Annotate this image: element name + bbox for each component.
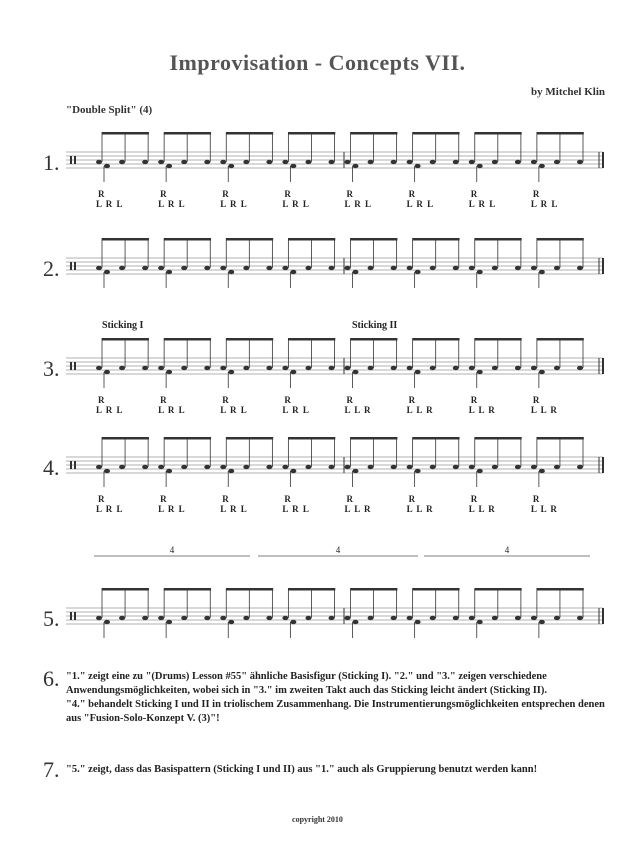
note-head — [407, 266, 413, 270]
sticking-hands: L R L — [158, 405, 186, 415]
note-beam — [164, 132, 211, 135]
sticking-right: R — [346, 395, 353, 405]
note-head — [515, 616, 521, 620]
note-head — [469, 160, 475, 164]
note-head — [96, 616, 102, 620]
note-head — [453, 160, 459, 164]
note-head — [430, 465, 436, 469]
percussion-clef — [74, 612, 76, 620]
note-head — [391, 465, 397, 469]
note-head — [181, 266, 187, 270]
sticking-right: R — [346, 494, 353, 504]
lower-note-head — [228, 620, 234, 624]
sticking-right: R — [532, 494, 540, 504]
sticking-hands: L R L — [220, 199, 248, 209]
sticking-right: R — [160, 189, 167, 199]
lower-note-head — [415, 370, 421, 374]
note-head — [531, 160, 537, 164]
percussion-clef — [70, 262, 72, 270]
note-head — [554, 266, 560, 270]
note-beam — [288, 588, 335, 591]
note-head — [220, 616, 226, 620]
note-head — [368, 366, 374, 370]
lower-note-head — [539, 370, 545, 374]
sticking-right: R — [408, 395, 416, 405]
note-head — [204, 366, 210, 370]
note-head — [142, 616, 148, 620]
note-head — [243, 160, 249, 164]
note-beam — [102, 132, 149, 135]
note-beam — [351, 588, 398, 591]
note-head — [158, 160, 164, 164]
note-head — [469, 465, 475, 469]
lower-note-head — [415, 164, 421, 168]
note-head — [266, 465, 272, 469]
note-beam — [475, 338, 522, 341]
sticking-right: R — [160, 395, 167, 405]
sticking-hands: L L R — [468, 405, 496, 415]
note-head — [577, 616, 583, 620]
sticking-hands: L L R — [530, 405, 558, 415]
note-head — [554, 616, 560, 620]
note-head — [305, 465, 311, 469]
sticking-right: R — [284, 494, 291, 504]
note-head — [515, 465, 521, 469]
note-beam — [226, 132, 273, 135]
note-head — [142, 366, 148, 370]
note-head — [266, 266, 272, 270]
note-beam — [413, 338, 460, 341]
lower-note-head — [290, 620, 296, 624]
lower-note-head — [166, 164, 172, 168]
note-head — [282, 160, 288, 164]
note-head — [430, 266, 436, 270]
lower-note-head — [539, 270, 545, 274]
note-head — [282, 266, 288, 270]
note-beam — [475, 588, 522, 591]
note-head — [329, 366, 335, 370]
note-head — [453, 465, 459, 469]
note-head — [531, 366, 537, 370]
note-beam — [475, 132, 522, 135]
note-head — [181, 465, 187, 469]
note-head — [345, 616, 351, 620]
note-head — [407, 616, 413, 620]
sticking-hands: L L R — [344, 504, 372, 514]
note-beam — [413, 588, 460, 591]
sticking-hands: L R L — [96, 199, 124, 209]
note-head — [430, 160, 436, 164]
sticking-hands: L R L — [220, 504, 248, 514]
note-head — [204, 616, 210, 620]
lower-note-head — [104, 469, 110, 473]
note-beam — [537, 437, 584, 440]
note-head — [119, 160, 125, 164]
sticking-right: R — [532, 189, 540, 199]
note-beam — [102, 437, 149, 440]
lower-note-head — [166, 469, 172, 473]
percussion-clef — [70, 362, 72, 370]
note-head — [492, 366, 498, 370]
note-head — [96, 465, 102, 469]
note-head — [531, 616, 537, 620]
note-head — [469, 616, 475, 620]
lower-note-head — [290, 469, 296, 473]
note-head — [220, 366, 226, 370]
note-head — [368, 160, 374, 164]
sticking-hands: L L R — [530, 504, 558, 514]
note-head — [391, 160, 397, 164]
note-head — [282, 465, 288, 469]
note-head — [391, 266, 397, 270]
percussion-clef — [74, 461, 76, 469]
sticking-right: R — [408, 494, 416, 504]
lower-note-head — [353, 270, 359, 274]
sticking-right: R — [470, 494, 478, 504]
note-beam — [164, 437, 211, 440]
note-head — [492, 465, 498, 469]
note-beam — [226, 437, 273, 440]
note-head — [531, 266, 537, 270]
note-head — [96, 160, 102, 164]
explanation-note-6: "1." zeigt eine zu "(Drums) Lesson #55" ähnliche Basisfigur (Sticking I). "2." und "3." zeigen verschiedene Anwendungsmöglichkeiten, wobei sich in "3." im zweiten Takt auch das Sticking leicht ändert (Sticking II). "4." behandelt Sticking I und II in triolischem Zusammenhang. Die Instrumentierungsmöglichkeiten entsprechen denen aus "Fusion-Solo-Konzept V. (3)"! — [66, 671, 605, 724]
lower-note-head — [228, 164, 234, 168]
note-beam — [288, 338, 335, 341]
note-head — [181, 616, 187, 620]
lower-note-head — [104, 270, 110, 274]
lower-note-head — [104, 620, 110, 624]
lower-note-head — [539, 620, 545, 624]
note-head — [492, 616, 498, 620]
sticking-right: R — [408, 189, 416, 199]
note-head — [469, 366, 475, 370]
note-head — [391, 366, 397, 370]
note-beam — [226, 338, 273, 341]
note-head — [181, 366, 187, 370]
note-head — [266, 366, 272, 370]
lower-note-head — [290, 370, 296, 374]
lower-note-head — [104, 164, 110, 168]
note-head — [453, 366, 459, 370]
note-head — [453, 266, 459, 270]
percussion-clef — [74, 262, 76, 270]
note-head — [305, 616, 311, 620]
lower-note-head — [477, 469, 483, 473]
note-head — [204, 465, 210, 469]
percussion-clef — [70, 156, 72, 164]
sticking-hands: L R L — [468, 199, 497, 209]
row-number-4: 4. — [43, 455, 60, 480]
note-head — [515, 266, 521, 270]
sticking-right: R — [532, 395, 540, 405]
note-head — [368, 616, 374, 620]
note-head — [305, 160, 311, 164]
note-head — [577, 465, 583, 469]
note-head — [407, 465, 413, 469]
note-head — [554, 160, 560, 164]
sticking-hands: L R L — [158, 199, 186, 209]
note-beam — [413, 132, 460, 135]
lower-note-head — [477, 620, 483, 624]
row-number-1: 1. — [43, 150, 60, 175]
note-number-7: 7. — [43, 757, 60, 782]
note-head — [220, 465, 226, 469]
note-beam — [351, 437, 398, 440]
note-head — [119, 366, 125, 370]
note-head — [554, 465, 560, 469]
lower-note-head — [539, 469, 545, 473]
lower-note-head — [228, 370, 234, 374]
lower-note-head — [539, 164, 545, 168]
percussion-clef — [74, 156, 76, 164]
lower-note-head — [477, 370, 483, 374]
note-head — [453, 616, 459, 620]
lower-note-head — [290, 164, 296, 168]
sticking-right: R — [222, 189, 229, 199]
note-head — [391, 616, 397, 620]
note-head — [407, 366, 413, 370]
sticking-hands: L L R — [406, 504, 434, 514]
note-head — [96, 266, 102, 270]
sticking-right: R — [98, 494, 105, 504]
sticking-i-label: Sticking I — [102, 320, 144, 331]
sticking-right: R — [346, 189, 353, 199]
sticking-hands: L R L — [220, 405, 248, 415]
note-head — [430, 616, 436, 620]
lower-note-head — [166, 370, 172, 374]
note-beam — [537, 338, 584, 341]
note-beam — [351, 338, 398, 341]
note-head — [158, 616, 164, 620]
note-head — [329, 266, 335, 270]
note-head — [204, 160, 210, 164]
note-beam — [164, 238, 211, 241]
note-head — [345, 465, 351, 469]
sticking-right: R — [222, 395, 229, 405]
lower-note-head — [353, 370, 359, 374]
note-head — [430, 366, 436, 370]
note-head — [220, 160, 226, 164]
sticking-hands: L R L — [282, 504, 310, 514]
note-beam — [102, 238, 149, 241]
note-head — [142, 160, 148, 164]
lower-note-head — [353, 469, 359, 473]
note-head — [119, 465, 125, 469]
sticking-ii-label: Sticking II — [352, 320, 398, 331]
note-head — [181, 160, 187, 164]
note-head — [345, 160, 351, 164]
note-head — [515, 160, 521, 164]
sticking-right: R — [284, 189, 291, 199]
note-beam — [102, 338, 149, 341]
note-head — [345, 366, 351, 370]
note-head — [515, 366, 521, 370]
lower-note-head — [415, 270, 421, 274]
note-head — [204, 266, 210, 270]
note-head — [368, 465, 374, 469]
sticking-hands: L L R — [344, 405, 372, 415]
lower-note-head — [166, 620, 172, 624]
sticking-right: R — [470, 395, 478, 405]
lower-note-head — [353, 164, 359, 168]
lower-note-head — [228, 270, 234, 274]
note-head — [329, 465, 335, 469]
grouping-number: 4 — [504, 545, 510, 555]
sticking-hands: L R L — [282, 405, 310, 415]
note-beam — [413, 437, 460, 440]
note-head — [266, 160, 272, 164]
sticking-hands: L R L — [282, 199, 310, 209]
lower-note-head — [104, 370, 110, 374]
note-beam — [475, 437, 522, 440]
note-head — [305, 266, 311, 270]
note-head — [577, 266, 583, 270]
sticking-hands: L R L — [406, 199, 435, 209]
author-credit: by Mitchel Klin — [531, 86, 605, 98]
note-beam — [351, 132, 398, 135]
sticking-right: R — [284, 395, 291, 405]
percussion-clef — [70, 461, 72, 469]
page-title: Improvisation - Concepts VII. — [169, 50, 466, 75]
exercise-subtitle: "Double Split" (4) — [66, 104, 153, 116]
copyright-notice: copyright 2010 — [292, 815, 343, 824]
note-head — [220, 266, 226, 270]
note-head — [243, 465, 249, 469]
note-head — [119, 266, 125, 270]
note-beam — [413, 238, 460, 241]
note-beam — [288, 437, 335, 440]
sticking-hands: L L R — [406, 405, 434, 415]
note-beam — [537, 588, 584, 591]
note-head — [554, 366, 560, 370]
lower-note-head — [353, 620, 359, 624]
sticking-hands: L R L — [158, 504, 186, 514]
note-head — [142, 465, 148, 469]
sticking-right: R — [222, 494, 229, 504]
note-head — [577, 160, 583, 164]
grouping-number: 4 — [169, 545, 175, 555]
note-head — [282, 616, 288, 620]
note-head — [329, 160, 335, 164]
note-head — [531, 465, 537, 469]
note-head — [142, 266, 148, 270]
note-beam — [164, 588, 211, 591]
note-head — [158, 366, 164, 370]
note-head — [243, 616, 249, 620]
note-beam — [351, 238, 398, 241]
note-beam — [102, 588, 149, 591]
note-head — [492, 160, 498, 164]
note-beam — [164, 338, 211, 341]
sticking-hands: L R L — [96, 504, 124, 514]
sticking-hands: L R L — [344, 199, 373, 209]
row-number-5: 5. — [43, 606, 60, 631]
lower-note-head — [477, 164, 483, 168]
note-beam — [288, 238, 335, 241]
sticking-hands: L L R — [468, 504, 496, 514]
sticking-right: R — [470, 189, 478, 199]
note-head — [368, 266, 374, 270]
sticking-hands: L R L — [96, 405, 124, 415]
note-head — [492, 266, 498, 270]
lower-note-head — [415, 620, 421, 624]
lower-note-head — [477, 270, 483, 274]
row-number-2: 2. — [43, 256, 60, 281]
note-head — [329, 616, 335, 620]
note-beam — [537, 132, 584, 135]
lower-note-head — [290, 270, 296, 274]
note-head — [407, 160, 413, 164]
note-head — [266, 616, 272, 620]
note-head — [243, 366, 249, 370]
percussion-clef — [74, 362, 76, 370]
note-beam — [288, 132, 335, 135]
note-head — [282, 366, 288, 370]
note-beam — [475, 238, 522, 241]
note-head — [158, 465, 164, 469]
sticking-right: R — [98, 395, 105, 405]
note-head — [158, 266, 164, 270]
note-beam — [226, 238, 273, 241]
note-head — [243, 266, 249, 270]
note-head — [577, 366, 583, 370]
note-beam — [537, 238, 584, 241]
lower-note-head — [228, 469, 234, 473]
sticking-hands: L R L — [530, 199, 559, 209]
sticking-right: R — [160, 494, 167, 504]
note-head — [345, 266, 351, 270]
sticking-right: R — [98, 189, 105, 199]
note-head — [469, 266, 475, 270]
note-number-6: 6. — [43, 666, 60, 691]
note-head — [119, 616, 125, 620]
lower-note-head — [166, 270, 172, 274]
percussion-clef — [70, 612, 72, 620]
note-head — [305, 366, 311, 370]
lower-note-head — [415, 469, 421, 473]
row-number-3: 3. — [43, 356, 60, 381]
note-head — [96, 366, 102, 370]
note-beam — [226, 588, 273, 591]
explanation-note-7: "5." zeigt, dass das Basispattern (Sticking I und II) aus "1." auch als Gruppierung benutzt werden kann! — [66, 764, 538, 775]
grouping-number: 4 — [335, 545, 341, 555]
